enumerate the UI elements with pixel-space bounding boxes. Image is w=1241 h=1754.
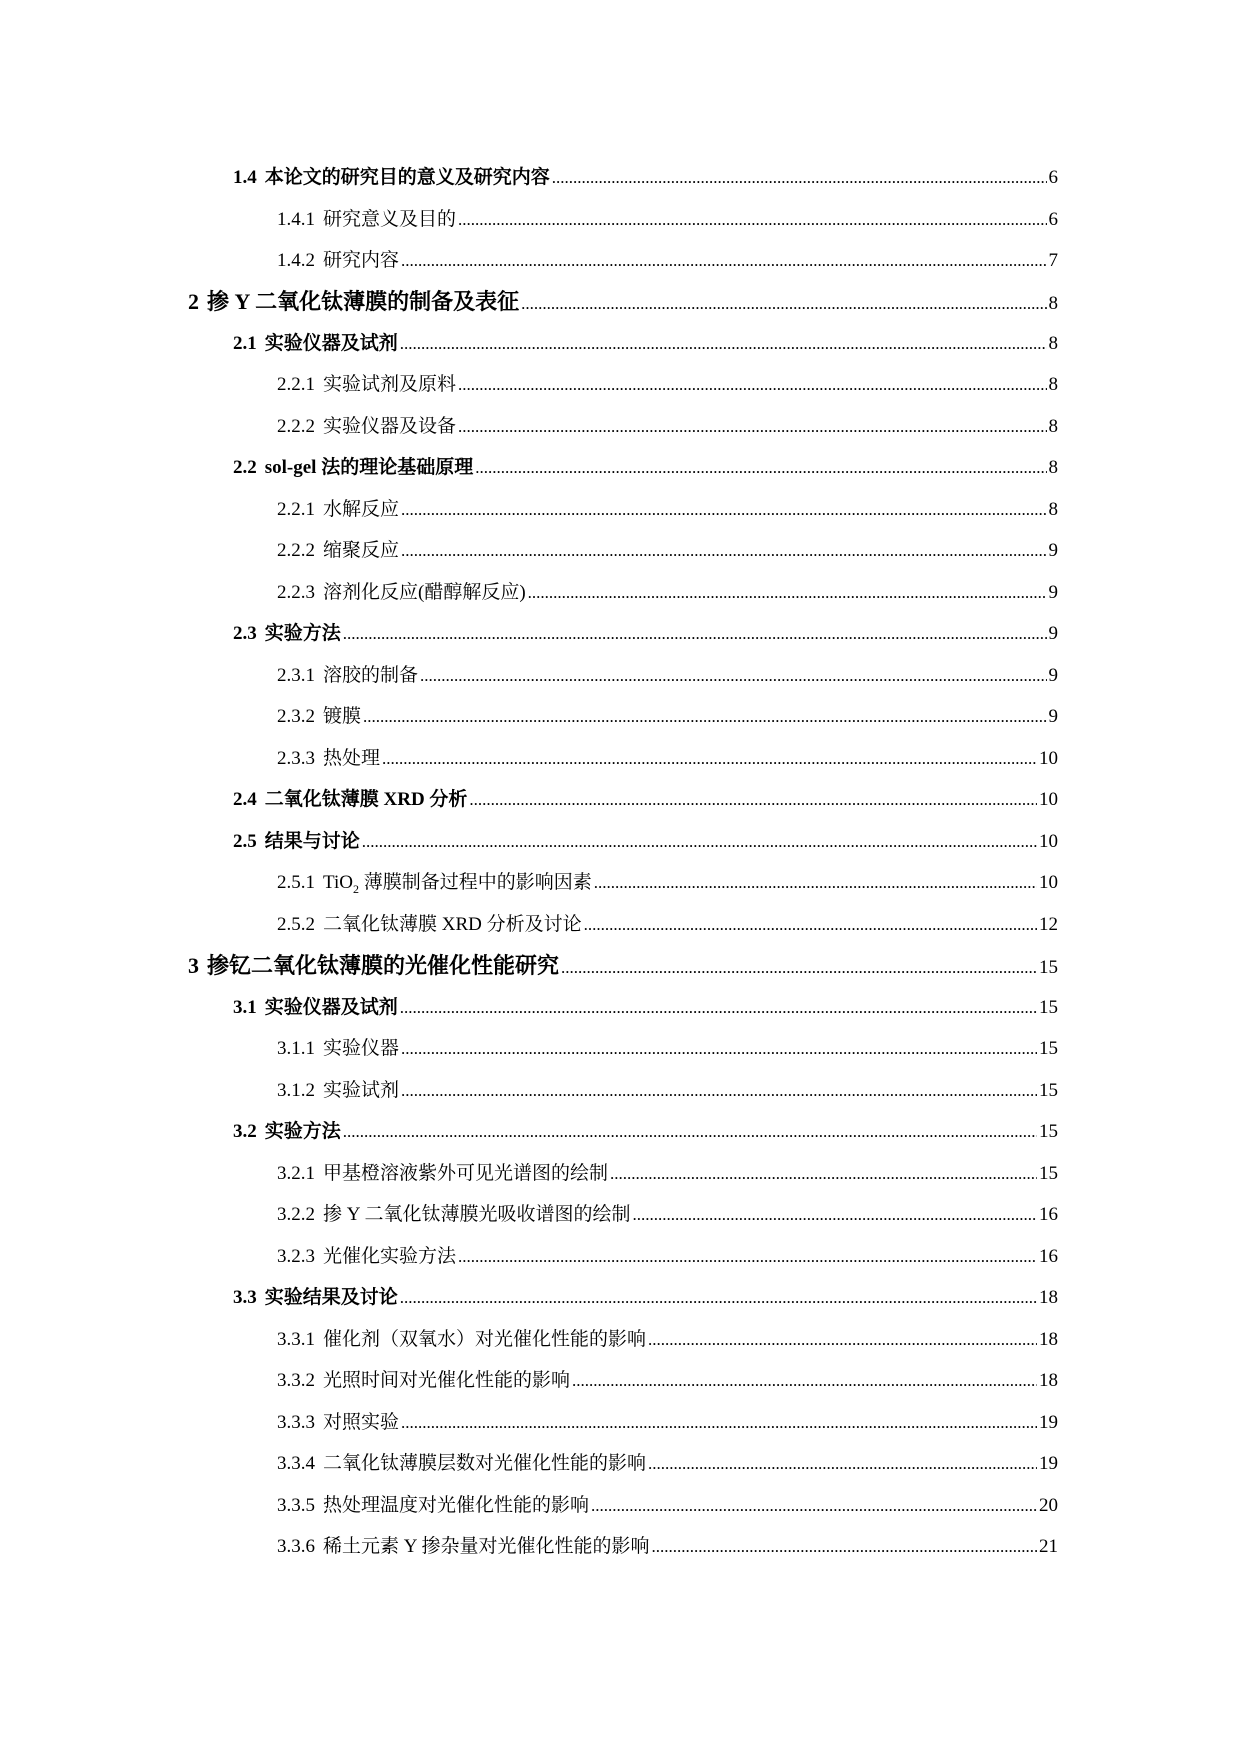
toc-entry[interactable] [277,1444,1058,1484]
toc-entry-title: 镀膜 [323,706,362,727]
toc-entry-page: 15 [1039,1163,1058,1184]
toc-entry-number: 3.2.3 [277,1246,315,1267]
toc-leader-dots [420,656,1046,696]
toc-entry-title: 光催化实验方法 [323,1246,457,1267]
toc-leader-dots [401,1071,1037,1111]
toc-entry-number: 2.2.1 [277,374,315,395]
toc-entry-number: 3.3.4 [277,1453,315,1474]
toc-entry-title: 光照时间对光催化性能的影响 [323,1370,571,1391]
toc-entry-number: 2 [188,289,199,314]
toc-entry-title: 掺 Y 二氧化钛薄膜的制备及表征 [207,289,520,314]
toc-entry[interactable] [233,988,1058,1028]
toc-entry[interactable] [233,780,1058,820]
toc-entry[interactable] [277,407,1058,447]
toc-entry-title: 掺 Y 二氧化钛薄膜光吸收谱图的绘制 [323,1204,631,1225]
toc-leader-dots [401,1029,1037,1069]
toc-entry-page: 15 [1039,997,1058,1018]
toc-entry-number: 3.3.3 [277,1412,315,1433]
toc-entry[interactable] [277,531,1058,571]
toc-leader-dots [343,614,1047,654]
toc-entry-title-rest: 薄膜制备过程中的影响因素 [358,872,592,893]
toc-entry-title: 实验方法 [264,1121,341,1142]
toc-leader-dots [458,1237,1037,1277]
toc-entry-title-subscript: 2 [352,881,359,896]
toc-entry-number: 3 [188,953,199,978]
toc-entry-number: 3.3.5 [277,1495,315,1516]
toc-leader-dots [382,739,1037,779]
toc-entry-title: 催化剂（双氧水）对光催化性能的影响 [323,1329,647,1350]
toc-entry-number: 2.3.2 [277,706,315,727]
toc-entry-title: 结果与讨论 [264,831,360,852]
toc-entry-page: 16 [1039,1204,1058,1225]
toc-entry[interactable] [277,1320,1058,1360]
toc-entry-title: 实验试剂及原料 [323,374,457,395]
toc-entry-title: 二氧化钛薄膜 XRD 分析及讨论 [323,914,582,935]
toc-entry-number: 2.2.2 [277,540,315,561]
toc-entry-number: 3.3.1 [277,1329,315,1350]
toc-entry-number: 2.4 [233,789,257,810]
toc-entry-number: 3.2.1 [277,1163,315,1184]
toc-leader-dots [528,573,1047,613]
toc-entry[interactable] [277,241,1058,281]
toc-entry-title-formula: TiO [323,872,353,893]
toc-entry-title: sol-gel 法的理论基础原理 [264,457,474,478]
toc-entry-page: 10 [1039,831,1058,852]
toc-leader-dots [475,448,1046,488]
toc-entry[interactable] [277,905,1058,945]
toc-entry-page: 7 [1048,250,1058,271]
toc-entry[interactable] [277,1154,1058,1194]
toc-leader-dots [458,365,1046,405]
toc-entry-number: 3.1.1 [277,1038,315,1059]
toc-leader-dots [572,1361,1037,1401]
toc-entry[interactable] [277,1486,1058,1526]
toc-entry-page: 18 [1039,1370,1058,1391]
toc-entry-page: 9 [1048,706,1058,727]
toc-entry-number: 2.2.3 [277,582,315,603]
toc-entry-page: 18 [1039,1329,1058,1350]
toc-entry-title: 实验仪器及试剂 [264,997,398,1018]
toc-leader-dots [362,822,1037,862]
toc-entry-title: 实验方法 [264,623,341,644]
toc-entry-title: 稀土元素 Y 掺杂量对光催化性能的影响 [323,1536,650,1557]
toc-entry[interactable] [233,614,1058,654]
toc-entry-number: 2.5.1 [277,872,315,893]
toc-entry[interactable] [188,282,1058,322]
toc-entry-title: 研究内容 [323,250,400,271]
toc-entry-page: 8 [1048,416,1058,437]
toc-entry-title: 实验试剂 [323,1080,400,1101]
toc-entry[interactable] [233,822,1058,862]
toc-entry[interactable] [277,697,1058,737]
toc-entry[interactable] [277,365,1058,405]
toc-entry-title: 实验仪器及设备 [323,416,457,437]
toc-entry[interactable] [233,324,1058,364]
toc-entry-page: 15 [1039,957,1058,978]
toc-entry-title: 二氧化钛薄膜层数对光催化性能的影响 [323,1453,647,1474]
toc-entry-number: 1.4.1 [277,209,315,230]
toc-leader-dots [458,200,1046,240]
toc-entry-page: 21 [1039,1536,1058,1557]
toc-entry-number: 2.5 [233,831,257,852]
toc-entry-title: 二氧化钛薄膜 XRD 分析 [264,789,468,810]
toc-entry[interactable] [277,863,1058,903]
toc-entry-title: 水解反应 [323,499,400,520]
toc-leader-dots [652,1527,1037,1567]
toc-leader-dots [584,905,1037,945]
toc-entry-page: 8 [1048,499,1058,520]
toc-entry-title: 实验结果及讨论 [264,1287,398,1308]
toc-entry-title: 甲基橙溶液紫外可见光谱图的绘制 [323,1163,609,1184]
toc-entry[interactable] [277,656,1058,696]
toc-entry-number: 2.3.1 [277,665,315,686]
toc-entry-page: 9 [1048,665,1058,686]
toc-entry-number: 2.2 [233,457,257,478]
toc-entry-title: 缩聚反应 [323,540,400,561]
toc-entry[interactable] [277,1029,1058,1069]
toc-entry-title: 热处理 [323,748,381,769]
toc-entry[interactable] [277,573,1058,613]
toc-entry-number: 2.5.2 [277,914,315,935]
toc-leader-dots [401,1403,1037,1443]
toc-leader-dots [469,780,1037,820]
toc-entry[interactable] [277,1361,1058,1401]
toc-entry-number: 2.2.2 [277,416,315,437]
toc-leader-dots [400,1278,1037,1318]
toc-entry[interactable] [277,1071,1058,1111]
toc-entry-page: 9 [1048,540,1058,561]
toc-entry[interactable] [277,1195,1058,1235]
toc-entry-title: 掺钇二氧化钛薄膜的光催化性能研究 [207,953,560,978]
toc-entry[interactable] [188,946,1058,986]
toc-entry-page: 6 [1048,167,1058,188]
toc-entry-number: 3.3 [233,1287,257,1308]
toc-entry-page: 12 [1039,914,1058,935]
toc-entry-title: 溶胶的制备 [323,665,419,686]
toc-entry-number: 2.3.3 [277,748,315,769]
toc-entry-title: 研究意义及目的 [323,209,457,230]
toc-entry[interactable] [277,1527,1058,1567]
toc-entry[interactable] [277,739,1058,779]
toc-leader-dots [648,1320,1037,1360]
toc-entry[interactable] [277,1237,1058,1277]
toc-entry-page: 8 [1048,293,1058,314]
toc-entry-number: 3.1 [233,997,257,1018]
toc-entry-number: 3.3.2 [277,1370,315,1391]
toc-entry-page: 10 [1039,789,1058,810]
toc-entry-page: 10 [1039,872,1058,893]
toc-entry-number: 2.2.1 [277,499,315,520]
toc-leader-dots [363,697,1046,737]
toc-leader-dots [594,863,1037,903]
toc-leader-dots [561,948,1037,988]
toc-entry-title: 实验仪器及试剂 [264,333,398,354]
toc-entry-page: 20 [1039,1495,1058,1516]
toc-entry-number: 1.4 [233,167,257,188]
toc-leader-dots [400,988,1037,1028]
toc-entry-number: 3.3.6 [277,1536,315,1557]
toc-entry[interactable] [233,158,1058,198]
toc-entry-page: 19 [1039,1453,1058,1474]
toc-leader-dots [633,1195,1037,1235]
toc-leader-dots [401,490,1046,530]
toc-entry-number: 2.1 [233,333,257,354]
toc-leader-dots [648,1444,1037,1484]
toc-leader-dots [401,531,1046,571]
toc-entry-page: 10 [1039,748,1058,769]
toc-entry-number: 2.3 [233,623,257,644]
toc-entry-title [323,863,592,903]
toc-entry-page: 18 [1039,1287,1058,1308]
toc-entry-page: 16 [1039,1246,1058,1267]
toc-entry-number: 3.2 [233,1121,257,1142]
toc-leader-dots [591,1486,1037,1526]
toc-entry[interactable] [277,200,1058,240]
toc-entry-number: 1.4.2 [277,250,315,271]
toc-leader-dots [458,407,1046,447]
toc-entry[interactable] [233,448,1058,488]
toc-leader-dots [521,284,1046,324]
toc-entry-title: 溶剂化反应(醋醇解反应) [323,582,526,603]
toc-entry-page: 9 [1048,623,1058,644]
toc-entry-page: 19 [1039,1412,1058,1433]
toc-entry-title: 对照实验 [323,1412,400,1433]
toc-entry-page: 8 [1048,457,1058,478]
toc-leader-dots [552,158,1047,198]
toc-entry[interactable] [277,1403,1058,1443]
toc-entry-title: 热处理温度对光催化性能的影响 [323,1495,590,1516]
toc-leader-dots [401,241,1046,281]
toc-leader-dots [400,324,1047,364]
toc-entry[interactable] [277,490,1058,530]
toc-entry-page: 15 [1039,1080,1058,1101]
toc-entry-number: 3.2.2 [277,1204,315,1225]
toc-entry-page: 6 [1048,209,1058,230]
toc-leader-dots [610,1154,1037,1194]
toc-entry-page: 15 [1039,1038,1058,1059]
toc-entry[interactable] [233,1112,1058,1152]
toc-entry-title: 实验仪器 [323,1038,400,1059]
toc-entry-page: 8 [1048,333,1058,354]
toc-entry[interactable] [233,1278,1058,1318]
toc-entry-page: 9 [1048,582,1058,603]
toc-entry-number: 3.1.2 [277,1080,315,1101]
toc-entry-page: 8 [1048,374,1058,395]
toc-entry-title: 本论文的研究目的意义及研究内容 [264,167,550,188]
toc-entry-page: 15 [1039,1121,1058,1142]
toc-leader-dots [343,1112,1037,1152]
